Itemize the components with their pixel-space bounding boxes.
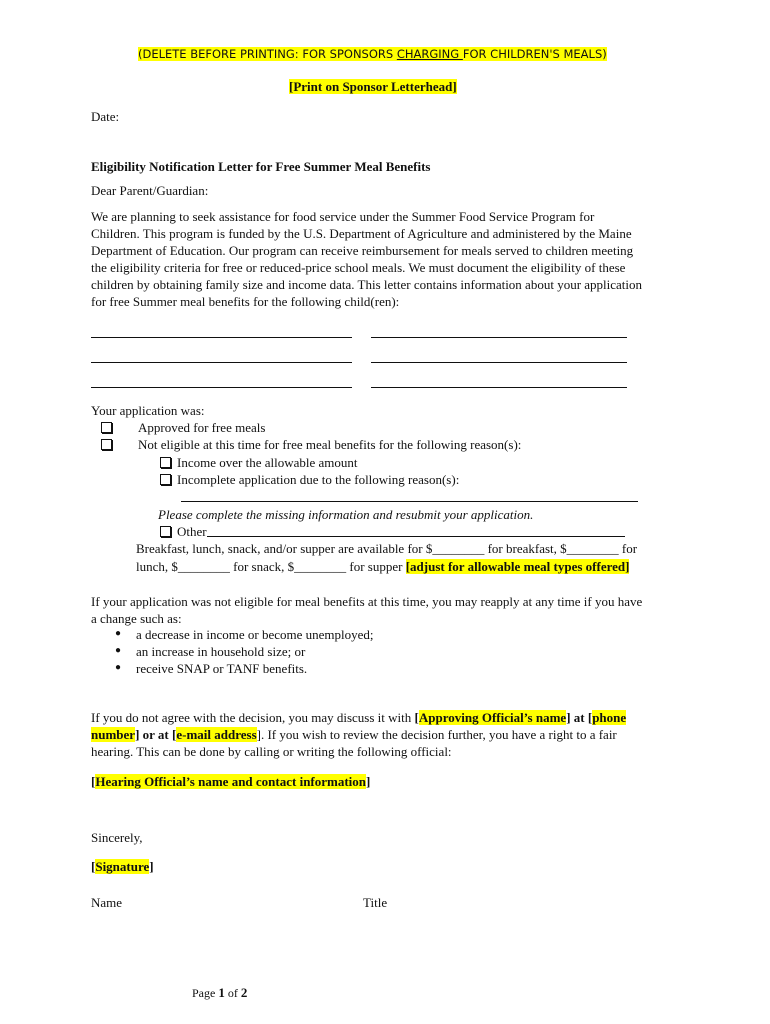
intro-line: Children. This program is funded by the U.S. Department of Agriculture and administered by the Maine <box>91 226 632 241</box>
signature-text: Signature <box>95 859 150 874</box>
footer-text: Page <box>192 986 219 1000</box>
bullet-icon: ● <box>115 645 122 656</box>
adjust-note: [adjust for allowable meal types offered] <box>405 559 630 574</box>
page-footer <box>192 984 247 1002</box>
intro-line: the eligibility criteria for free or reduced-price school meals. We must document the eligibility of these <box>91 260 626 275</box>
delete-charging: CHARGING <box>396 47 463 61</box>
salutation: Dear Parent/Guardian: <box>91 183 209 198</box>
please-complete-note: Please complete the missing information and resubmit your application. <box>158 507 534 522</box>
checkbox-icon[interactable] <box>160 474 171 485</box>
other-option[interactable] <box>160 523 625 540</box>
phone-placeholder-2: number <box>91 727 136 742</box>
intro-line: for free Summer meal benefits for the following child(ren): <box>91 294 400 309</box>
intro-line: Department of Education. Our program can receive reimbursement for meals served to children meeting <box>91 243 634 258</box>
closing: Sincerely, <box>91 830 143 845</box>
child-name-blank[interactable] <box>91 350 352 363</box>
approving-official-placeholder: Approving Official’s name <box>418 710 567 725</box>
bracket: ] at [ <box>566 710 593 725</box>
reapply-bullet: an increase in household size; or <box>136 644 306 659</box>
income-option[interactable] <box>160 454 358 471</box>
letterhead-text: [Print on Sponsor Letterhead] <box>289 79 457 94</box>
disagree-text: If you do not agree with the decision, you may discuss it with <box>91 710 415 725</box>
reapply-bullet: receive SNAP or TANF benefits. <box>136 661 308 676</box>
application-label: Your application was: <box>91 403 205 418</box>
prices-line: Breakfast, lunch, snack, and/or supper are available for $________ for breakfast, $________ for <box>136 541 638 556</box>
reapply-line: If your application was not eligible for meal benefits at this time, you may reapply at any time if you have <box>91 594 643 609</box>
prices-text: lunch, $________ for snack, $________ for supper <box>136 559 406 574</box>
signature-placeholder <box>91 858 154 875</box>
incomplete-option[interactable] <box>160 471 459 488</box>
not-eligible-option[interactable] <box>101 436 521 453</box>
child-name-blank[interactable] <box>91 375 352 388</box>
disagree-line-2 <box>91 726 617 743</box>
incomplete-reason-blank[interactable] <box>181 489 638 502</box>
child-name-blank[interactable] <box>371 350 627 363</box>
letterhead-note <box>289 78 457 95</box>
total-pages: 2 <box>240 985 248 1000</box>
child-name-blank[interactable] <box>371 325 627 338</box>
bracket: [ <box>91 774 96 789</box>
approved-option[interactable] <box>101 419 265 436</box>
delete-notice <box>138 46 607 63</box>
delete-prefix: (DELETE BEFORE PRINTING: FOR SPONSORS <box>138 47 397 61</box>
checkbox-icon[interactable] <box>101 439 112 450</box>
checkbox-icon[interactable] <box>160 457 171 468</box>
title-label: Title <box>363 895 388 910</box>
bracket: ] <box>366 774 371 789</box>
checkbox-icon[interactable] <box>101 422 112 433</box>
intro-line: We are planning to seek assistance for food service under the Summer Food Service Program for <box>91 209 595 224</box>
bracket: [ <box>91 859 96 874</box>
child-name-blank[interactable] <box>91 325 352 338</box>
bullet-icon: ● <box>115 662 122 673</box>
reapply-line: a change such as: <box>91 611 182 626</box>
intro-line: children by obtaining family size and income data. This letter contains information about your application <box>91 277 643 292</box>
disagree-text: ]. If you wish to review the decision further, you have a right to a fair <box>256 727 617 742</box>
incomplete-text: Incomplete application due to the following reason(s): <box>177 472 460 487</box>
delete-suffix: FOR CHILDREN'S MEALS) <box>462 47 607 61</box>
bracket: ] <box>149 859 154 874</box>
bullet-icon: ● <box>115 628 122 639</box>
not-eligible-text: Not eligible at this time for free meal benefits for the following reason(s): <box>138 437 522 452</box>
phone-placeholder: phone <box>592 710 627 725</box>
bracket: ] or at [ <box>135 727 177 742</box>
prices-line-2 <box>136 558 629 575</box>
current-page: 1 <box>218 985 225 1000</box>
income-text: Income over the allowable amount <box>177 455 358 470</box>
footer-text: of <box>224 986 241 1000</box>
reapply-bullet: a decrease in income or become unemployed; <box>136 627 374 642</box>
hearing-official-text: Hearing Official’s name and contact information <box>95 774 367 789</box>
disagree-line-3: hearing. This can be done by calling or writing the following official: <box>91 744 452 759</box>
disagree-line-1 <box>91 709 626 726</box>
other-text: Other <box>177 524 207 539</box>
bracket: [ <box>414 710 419 725</box>
name-label: Name <box>91 895 123 910</box>
date-label: Date: <box>91 109 120 124</box>
other-blank[interactable] <box>207 526 625 537</box>
hearing-official-placeholder <box>91 773 370 790</box>
letter-title: Eligibility Notification Letter for Free Summer Meal Benefits <box>91 159 431 174</box>
email-placeholder: e-mail address <box>176 727 257 742</box>
approved-text: Approved for free meals <box>138 420 266 435</box>
checkbox-icon[interactable] <box>160 526 171 537</box>
child-name-blank[interactable] <box>371 375 627 388</box>
